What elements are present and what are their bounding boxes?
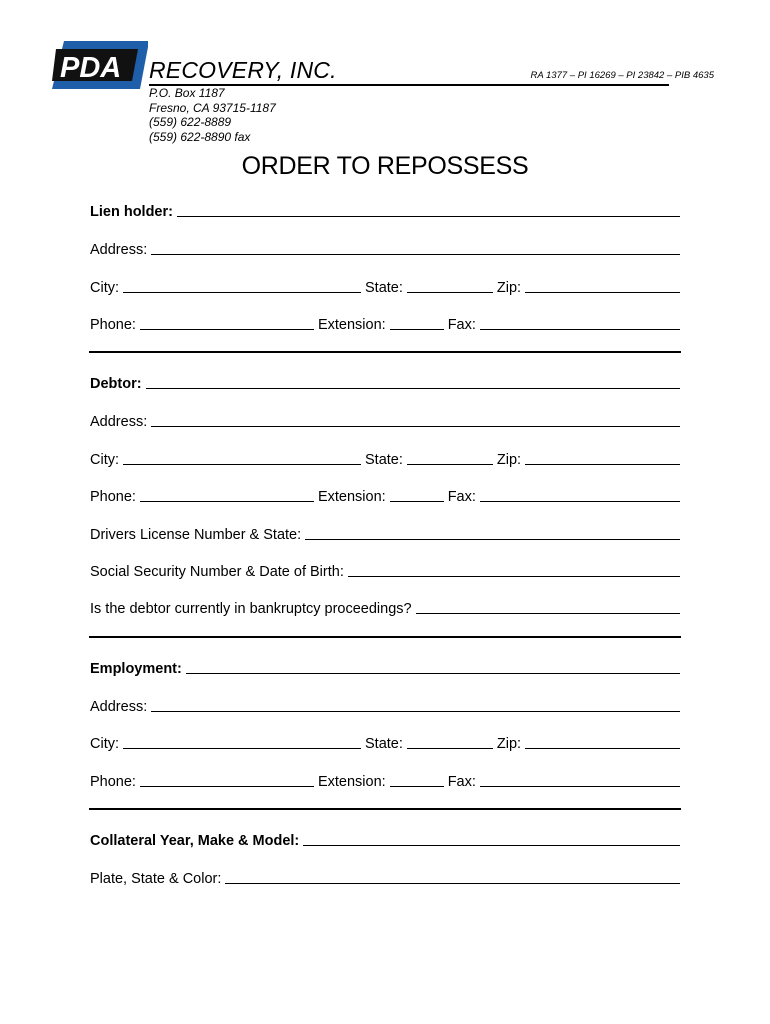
lien-holder-row (90, 200, 680, 220)
bankruptcy-label: Is the debtor currently in bankruptcy proceedings? (90, 601, 412, 617)
city-label: City: (90, 736, 119, 752)
address-label: Address: (90, 242, 148, 258)
collateral-label: Collateral Year, Make & Model: (90, 833, 300, 849)
fax-line: (559) 622-8890 fax (149, 129, 251, 144)
extension-label: Extension: (317, 489, 386, 505)
employment-address-field[interactable] (151, 711, 680, 712)
employment-phone-row (90, 770, 680, 790)
phone-line: (559) 622-8889 (149, 115, 232, 129)
fax-label: Fax: (447, 774, 476, 790)
ssn-dob-field[interactable] (348, 576, 680, 577)
debtor-address-field[interactable] (151, 426, 680, 427)
debtor-label: Debtor: (90, 376, 142, 392)
drivers-license-row (90, 523, 680, 543)
phone-label: Phone: (90, 489, 136, 505)
debtor-phone-row (90, 485, 680, 505)
extension-label: Extension: (317, 317, 386, 333)
debtor-row (90, 372, 680, 392)
zip-label: Zip: (496, 452, 522, 468)
zip-label: Zip: (496, 736, 522, 752)
lien-holder-zip-field[interactable] (525, 292, 680, 293)
address-line: P.O. Box 1187 (149, 86, 225, 100)
bankruptcy-row (90, 597, 680, 617)
company-name: RECOVERY, INC. (149, 57, 337, 83)
state-label: State: (365, 736, 403, 752)
collateral-field[interactable] (303, 845, 680, 846)
employment-address-row (90, 695, 680, 715)
lien-holder-address-row (90, 238, 680, 258)
lien-holder-fax-field[interactable] (480, 329, 680, 330)
employment-row (90, 657, 680, 677)
lien-holder-phone-row (90, 313, 680, 333)
state-label: State: (365, 452, 403, 468)
phone-label: Phone: (90, 317, 136, 333)
company-address (149, 86, 276, 144)
debtor-extension-field[interactable] (390, 501, 444, 502)
debtor-field[interactable] (146, 388, 680, 389)
drivers-license-label: Drivers License Number & State: (90, 527, 302, 543)
section-divider (89, 808, 681, 810)
lien-holder-extension-field[interactable] (390, 329, 444, 330)
employment-zip-field[interactable] (525, 748, 680, 749)
ssn-dob-label: Social Security Number & Date of Birth: (90, 564, 344, 580)
employment-state-field[interactable] (407, 748, 493, 749)
drivers-license-field[interactable] (305, 539, 680, 540)
employment-label: Employment: (90, 661, 182, 677)
employment-city-row (90, 732, 680, 752)
city-label: City: (90, 280, 119, 296)
license-numbers: RA 1377 – PI 16269 – PI 23842 – PIB 4635 (530, 70, 714, 81)
debtor-phone-field[interactable] (140, 501, 314, 502)
address-label: Address: (90, 699, 148, 715)
debtor-fax-field[interactable] (480, 501, 680, 502)
employment-fax-field[interactable] (480, 786, 680, 787)
lien-holder-address-field[interactable] (151, 254, 680, 255)
fax-label: Fax: (447, 317, 476, 333)
extension-label: Extension: (317, 774, 386, 790)
lien-holder-phone-field[interactable] (140, 329, 314, 330)
lien-holder-city-field[interactable] (123, 292, 361, 293)
logo-text: PDA (60, 52, 122, 84)
bankruptcy-field[interactable] (416, 613, 680, 614)
lien-holder-label: Lien holder: (90, 204, 173, 220)
fax-label: Fax: (447, 489, 476, 505)
address-line: Fresno, CA 93715-1187 (149, 100, 276, 115)
zip-label: Zip: (496, 280, 522, 296)
lien-holder-field[interactable] (177, 216, 680, 217)
state-label: State: (365, 280, 403, 296)
collateral-row (90, 829, 680, 849)
ssn-dob-row (90, 560, 680, 580)
employment-field[interactable] (186, 673, 680, 674)
plate-field[interactable] (225, 883, 680, 884)
debtor-city-field[interactable] (123, 464, 361, 465)
section-divider (89, 636, 681, 638)
address-label: Address: (90, 414, 148, 430)
debtor-zip-field[interactable] (525, 464, 680, 465)
debtor-address-row (90, 410, 680, 430)
lien-holder-state-field[interactable] (407, 292, 493, 293)
phone-label: Phone: (90, 774, 136, 790)
plate-row (90, 867, 680, 887)
section-divider (89, 351, 681, 353)
company-logo (52, 41, 148, 89)
debtor-city-row (90, 448, 680, 468)
city-label: City: (90, 452, 119, 468)
employment-extension-field[interactable] (390, 786, 444, 787)
page-title: ORDER TO REPOSSESS (241, 152, 529, 180)
debtor-state-field[interactable] (407, 464, 493, 465)
lien-holder-city-row (90, 276, 680, 296)
employment-city-field[interactable] (123, 748, 361, 749)
employment-phone-field[interactable] (140, 786, 314, 787)
plate-label: Plate, State & Color: (90, 871, 222, 887)
